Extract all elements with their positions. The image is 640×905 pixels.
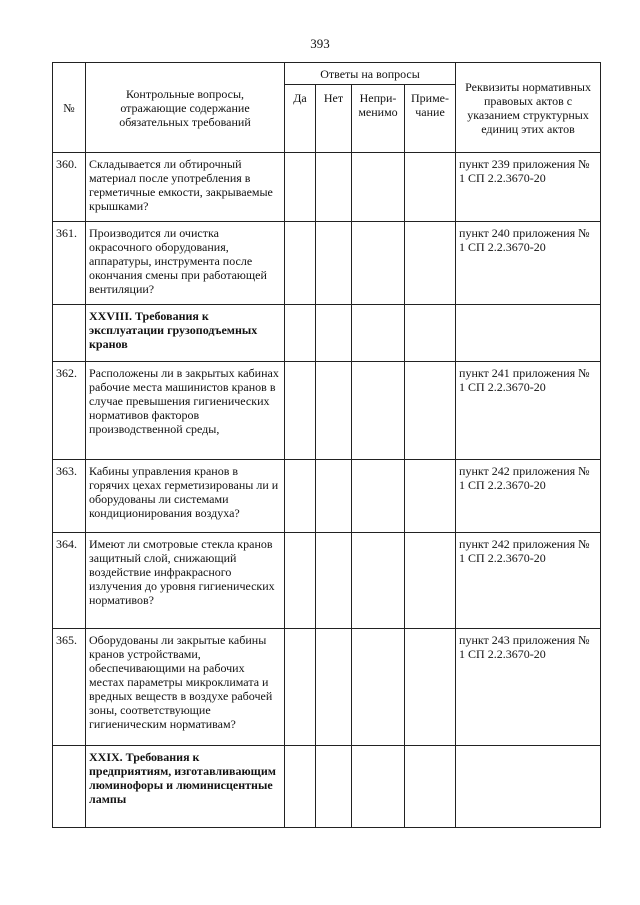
answer-note-cell[interactable] bbox=[405, 362, 456, 460]
answer-na-cell[interactable] bbox=[352, 153, 405, 222]
header-number: № bbox=[53, 63, 86, 153]
row-reference: пункт 243 приложения № 1 СП 2.2.3670-20 bbox=[459, 633, 590, 661]
answer-yes-cell[interactable] bbox=[285, 362, 316, 460]
row-question-cell bbox=[86, 362, 285, 460]
table-header bbox=[53, 63, 601, 153]
checklist-table bbox=[52, 62, 601, 828]
row-number: 360. bbox=[56, 157, 77, 171]
row-question-cell bbox=[86, 460, 285, 533]
row-number-cell bbox=[53, 222, 86, 305]
row-reference-cell bbox=[456, 222, 601, 305]
answer-na-cell[interactable] bbox=[352, 362, 405, 460]
header-answer-na: Непри-менимо bbox=[352, 85, 405, 153]
row-number: 365. bbox=[56, 633, 77, 647]
answer-note-cell bbox=[405, 305, 456, 362]
row-number: 363. bbox=[56, 464, 77, 478]
section-reference-cell bbox=[456, 746, 601, 828]
table-row bbox=[53, 533, 601, 629]
row-reference-cell bbox=[456, 629, 601, 746]
answer-note-cell[interactable] bbox=[405, 222, 456, 305]
section-title: XXVIII. Требования к эксплуатации грузоподъемных кранов bbox=[89, 309, 258, 351]
header-answers-group: Ответы на вопросы bbox=[285, 63, 456, 85]
row-question-cell bbox=[86, 222, 285, 305]
row-reference: пункт 241 приложения № 1 СП 2.2.3670-20 bbox=[459, 366, 590, 394]
section-reference-cell bbox=[456, 305, 601, 362]
answer-note-cell[interactable] bbox=[405, 533, 456, 629]
row-question-cell bbox=[86, 629, 285, 746]
header-requisites bbox=[456, 63, 601, 153]
answer-na-cell[interactable] bbox=[352, 629, 405, 746]
answer-na-cell[interactable] bbox=[352, 222, 405, 305]
section-title: XXIX. Требования к предприятиям, изготавливающим люминофоры и люминисцентные лампы bbox=[89, 750, 276, 806]
header-answer-yes: Да bbox=[285, 85, 316, 153]
table-row bbox=[53, 153, 601, 222]
row-reference: пункт 242 приложения № 1 СП 2.2.3670-20 bbox=[459, 464, 590, 492]
section-title-cell bbox=[86, 305, 285, 362]
table-row bbox=[53, 222, 601, 305]
answer-no-cell bbox=[316, 746, 352, 828]
answer-no-cell[interactable] bbox=[316, 362, 352, 460]
answer-na-cell[interactable] bbox=[352, 460, 405, 533]
row-number-cell bbox=[53, 153, 86, 222]
answer-no-cell[interactable] bbox=[316, 153, 352, 222]
row-number-cell bbox=[53, 533, 86, 629]
section-row bbox=[53, 305, 601, 362]
section-number-cell bbox=[53, 305, 86, 362]
answer-yes-cell bbox=[285, 746, 316, 828]
row-question: Оборудованы ли закрытые кабины кранов устройствами, обеспечивающими на рабочих местах параметры микроклимата и вредных веществ в воздухе рабочей зоны, соответствующие гигиеническим нормативам? bbox=[89, 633, 273, 731]
answer-yes-cell[interactable] bbox=[285, 460, 316, 533]
row-question: Производится ли очистка окрасочного оборудования, аппаратуры, инструмента после окончания смены при работающей вентиляции? bbox=[89, 226, 267, 296]
row-question: Кабины управления кранов в горячих цехах герметизированы ли и оборудованы ли системами кондиционирования воздуха? bbox=[89, 464, 279, 520]
row-number: 362. bbox=[56, 366, 77, 380]
answer-note-cell bbox=[405, 746, 456, 828]
answer-no-cell[interactable] bbox=[316, 222, 352, 305]
row-number-cell bbox=[53, 362, 86, 460]
answer-note-cell[interactable] bbox=[405, 153, 456, 222]
table-row bbox=[53, 362, 601, 460]
answer-note-cell[interactable] bbox=[405, 460, 456, 533]
row-reference-cell bbox=[456, 153, 601, 222]
row-question: Расположены ли в закрытых кабинах рабочие места машинистов кранов в случае превышения гигиенических нормативов факторов производственной среды, bbox=[89, 366, 279, 436]
header-requisites-text: Реквизиты нормативных правовых актов с указанием структурных единиц этих актов bbox=[465, 79, 591, 136]
answer-no-cell[interactable] bbox=[316, 460, 352, 533]
page-number: 393 bbox=[310, 36, 330, 51]
answer-na-cell[interactable] bbox=[352, 533, 405, 629]
answer-note-cell[interactable] bbox=[405, 629, 456, 746]
answer-no-cell[interactable] bbox=[316, 533, 352, 629]
section-row bbox=[53, 746, 601, 828]
row-reference: пункт 240 приложения № 1 СП 2.2.3670-20 bbox=[459, 226, 590, 254]
header-questions-text: Контрольные вопросы, отражающие содержание обязательных требований bbox=[119, 86, 251, 129]
row-number-cell bbox=[53, 629, 86, 746]
header-answer-note: Приме-чание bbox=[405, 85, 456, 153]
row-reference-cell bbox=[456, 533, 601, 629]
row-number-cell bbox=[53, 460, 86, 533]
answer-na-cell bbox=[352, 746, 405, 828]
answer-yes-cell[interactable] bbox=[285, 153, 316, 222]
row-question: Складывается ли обтирочный материал после употребления в герметичные емкости, закрываемые крышками? bbox=[89, 157, 273, 213]
answer-no-cell[interactable] bbox=[316, 629, 352, 746]
table-row bbox=[53, 629, 601, 746]
row-number: 361. bbox=[56, 226, 77, 240]
row-question: Имеют ли смотровые стекла кранов защитный слой, снижающий воздействие инфракрасного излучения до уровня гигиенических нормативов? bbox=[89, 537, 275, 607]
answer-yes-cell[interactable] bbox=[285, 222, 316, 305]
row-question-cell bbox=[86, 153, 285, 222]
row-reference: пункт 239 приложения № 1 СП 2.2.3670-20 bbox=[459, 157, 590, 185]
section-number-cell bbox=[53, 746, 86, 828]
answer-na-cell bbox=[352, 305, 405, 362]
answer-yes-cell[interactable] bbox=[285, 629, 316, 746]
row-question-cell bbox=[86, 533, 285, 629]
row-reference: пункт 242 приложения № 1 СП 2.2.3670-20 bbox=[459, 537, 590, 565]
row-reference-cell bbox=[456, 362, 601, 460]
row-number: 364. bbox=[56, 537, 77, 551]
answer-no-cell bbox=[316, 305, 352, 362]
section-title-cell bbox=[86, 746, 285, 828]
row-reference-cell bbox=[456, 460, 601, 533]
answer-yes-cell bbox=[285, 305, 316, 362]
answer-yes-cell[interactable] bbox=[285, 533, 316, 629]
table-body bbox=[53, 153, 601, 828]
header-answer-no: Нет bbox=[316, 85, 352, 153]
table-row bbox=[53, 460, 601, 533]
header-questions bbox=[86, 63, 285, 153]
